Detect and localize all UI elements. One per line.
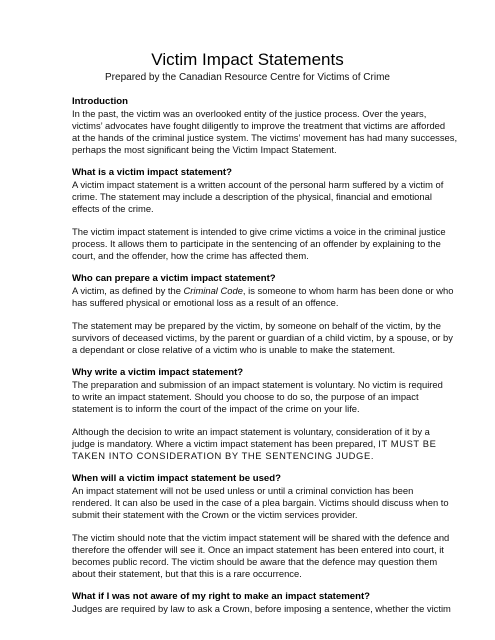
paragraph-line: therefore the offender will see it. Once an impact statement has been entered into court, it: [72, 544, 444, 555]
section-heading-what-is: What is a victim impact statement?: [72, 167, 232, 178]
section-heading-why-write: Why write a victim impact statement?: [72, 367, 244, 378]
paragraph-line: court, and the offender, how the crime has affected them.: [72, 250, 309, 261]
section-heading-who-can-prepare: Who can prepare a victim impact statement?: [72, 273, 276, 284]
paragraph-line: about their statement, but that this is a rare occurrence.: [72, 568, 302, 579]
paragraph-line: Although the decision to write an impact statement is voluntary, consideration of it by a: [72, 426, 430, 437]
paragraph-line: The victim impact statement is intended to give crime victims a voice in the criminal justice: [72, 226, 446, 237]
document-title: Victim Impact Statements: [151, 50, 344, 69]
paragraph-line: victims’ advocates have fought diligently to improve the treatment that victims are afforded: [72, 120, 446, 131]
paragraph-line: An impact statement will not be used unless or until a criminal conviction has been: [72, 485, 414, 496]
paragraph-line: submit their statement with the Crown or the victim services provider.: [72, 509, 358, 520]
paragraph-line: The preparation and submission of an impact statement is voluntary. No victim is required: [72, 379, 443, 390]
text-run: .: [370, 450, 374, 461]
caps-emphasis: IT MUST BE: [378, 438, 437, 449]
paragraph-line: In the past, the victim was an overlooked entity of the justice process. Over the years,: [72, 108, 427, 119]
paragraph-line: perhaps the most significant being the Victim Impact Statement.: [72, 144, 337, 155]
spacer: [72, 356, 424, 367]
paragraph-line: has suffered physical or emotional loss as a result of an offence.: [72, 297, 339, 308]
document-subtitle: Prepared by the Canadian Resource Centre for Victims of Crime: [105, 72, 390, 83]
spacer: [72, 521, 424, 532]
text-run: , is someone to whom harm has been done or who: [242, 285, 454, 296]
section-heading-introduction: Introduction: [72, 96, 128, 107]
spacer: [72, 309, 424, 320]
paragraph-line: effects of the crime.: [72, 203, 154, 214]
paragraph-line: rendered. It can also be used in the case of a plea bargain. Victims should discuss when to: [72, 497, 449, 508]
paragraph-line: process. It allows them to participate in the sentencing of an offender by explaining to the: [72, 238, 441, 249]
text-run: judge is mandatory. Where a victim impact statement has been prepared,: [72, 438, 379, 449]
paragraph-line: crime. The statement may include a description of the physical, financial and emotional: [72, 191, 432, 202]
paragraph-line: [72, 438, 437, 450]
paragraph-line: A victim impact statement is a written account of the personal harm suffered by a victim of: [72, 179, 444, 190]
paragraph-line: survivors of deceased victims, by the parent or guardian of a child victim, by a spouse, or by: [72, 332, 453, 343]
criminal-code-italic: Criminal Code: [183, 285, 243, 296]
spacer: [72, 215, 424, 226]
text-run: A victim, as defined by the: [72, 285, 184, 296]
paragraph-line: [72, 450, 424, 462]
caps-emphasis: TAKEN INTO CONSIDERATION BY THE SENTENCING JUDGE: [72, 450, 371, 461]
section-heading-when-used: When will a victim impact statement be used?: [72, 473, 281, 484]
spacer: [72, 262, 424, 273]
section-heading-not-aware: What if I was not aware of my right to make an impact statement?: [72, 591, 370, 602]
spacer: [72, 580, 424, 591]
paragraph-line: [72, 285, 454, 297]
paragraph-line: Judges are required by law to ask a Crown, before imposing a sentence, whether the victim: [72, 603, 451, 614]
paragraph-line: The statement may be prepared by the victim, by someone on behalf of the victim, by the: [72, 320, 441, 331]
document-body: [72, 96, 458, 615]
paragraph-line: becomes public record. The victim should be aware that the defence may question them: [72, 556, 438, 567]
spacer: [72, 462, 424, 473]
paragraph-line: to write an impact statement. Should you choose to do so, the purpose of an impact: [72, 391, 419, 402]
paragraph-line: at the hands of the criminal justice system. The victims’ movement has had many successes,: [72, 132, 458, 143]
paragraph-line: The victim should note that the victim impact statement will be shared with the defence and: [72, 532, 450, 543]
spacer: [72, 415, 424, 426]
spacer: [72, 156, 424, 167]
paragraph-line: statement is to inform the court of the impact of the crime on your life.: [72, 403, 360, 414]
paragraph-line: a dependant or close relative of a victim who is unable to make the statement.: [72, 344, 396, 355]
